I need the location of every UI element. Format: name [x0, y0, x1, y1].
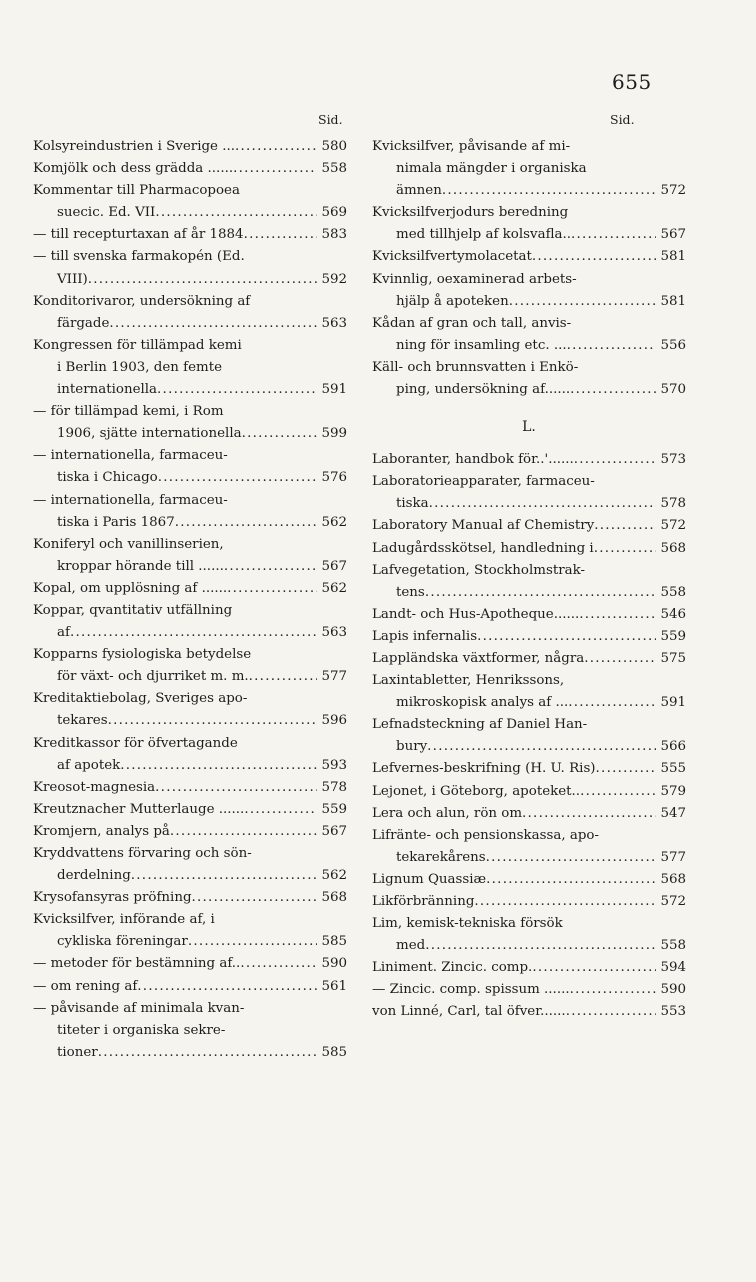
dot-leader: [224, 556, 317, 578]
dot-leader: [137, 976, 317, 998]
dot-leader: [242, 423, 317, 445]
dot-leader: [425, 935, 656, 957]
index-entry-line: [372, 979, 686, 1001]
entry-page-number: 593: [321, 757, 347, 773]
dot-leader: [584, 648, 656, 670]
index-entry-line: [33, 1020, 347, 1042]
entry-text: Laboranter, handbok för..'......: [372, 452, 574, 468]
dot-leader: [88, 269, 317, 291]
entry-text: färgade: [57, 315, 110, 331]
dot-leader: [120, 755, 317, 777]
right-column-l-entries: [372, 449, 686, 1023]
entry-text: Kvinnlig, oexaminerad arbets-: [372, 271, 577, 287]
dot-leader: [240, 180, 347, 202]
index-entry-line: [33, 467, 347, 489]
index-entry-line: [33, 136, 347, 158]
entry-page-number: 585: [321, 1044, 347, 1060]
index-entry-line: [372, 869, 686, 891]
dot-leader: [570, 979, 656, 1001]
entry-text: cykliska föreningar: [57, 934, 188, 950]
dot-leader: [425, 582, 656, 604]
entry-page-number: 559: [321, 801, 347, 817]
entry-page-number: 546: [660, 606, 686, 622]
entry-text: Lefnadsteckning af Daniel Han-: [372, 717, 588, 733]
index-entry-line: [372, 714, 686, 736]
index-entry-line: [33, 931, 347, 953]
entry-text: derdelning: [57, 868, 131, 884]
entry-page-number: 573: [660, 452, 686, 468]
dot-leader: [442, 180, 656, 202]
dot-leader: [70, 622, 317, 644]
dot-leader: [240, 953, 317, 975]
dot-leader: [574, 449, 656, 471]
index-entry-line: [33, 710, 347, 732]
entry-page-number: 579: [660, 783, 686, 799]
index-entry-line: [372, 158, 686, 180]
index-entry-line: [33, 335, 347, 357]
entry-text: Likförbränning: [372, 894, 475, 909]
dot-leader: [247, 688, 347, 710]
entry-text: Käll- och brunnsvatten i Enkö-: [372, 359, 579, 375]
entry-text: Krysofansyras pröfning: [33, 890, 192, 906]
entry-page-number: 566: [660, 739, 686, 755]
entry-page-number: 599: [321, 426, 347, 442]
entry-page-number: 592: [321, 271, 347, 287]
entry-text: — till svenska farmakopén (Ed.: [33, 249, 245, 265]
sid-label-right: Sid.: [610, 112, 635, 127]
entry-page-number: 570: [660, 382, 686, 398]
entry-text: Kådan af gran och tall, anvis-: [372, 315, 572, 331]
entry-page-number: 555: [660, 761, 686, 777]
entry-text: Liniment. Zincic. comp.: [372, 960, 533, 976]
index-entry-line: [372, 538, 686, 560]
entry-page-number: 562: [321, 514, 347, 530]
index-entry-line: [372, 758, 686, 780]
entry-page-number: 563: [321, 625, 347, 641]
entry-text: Lafvegetation, Stockholmstrak-: [372, 562, 585, 578]
index-entry-line: [33, 799, 347, 821]
dot-leader: [238, 733, 347, 755]
dot-leader: [509, 291, 656, 313]
entry-page-number: 591: [321, 382, 347, 398]
index-entry-line: [372, 136, 686, 158]
index-entry-line: [372, 560, 686, 582]
entry-page-number: 594: [660, 960, 686, 976]
entry-text: tiska: [396, 496, 429, 512]
entry-page-number: 567: [321, 558, 347, 574]
entry-text: Kolsyreindustrien i Sverige ...: [33, 139, 236, 154]
dot-leader: [251, 644, 347, 666]
dot-leader: [188, 931, 317, 953]
index-entry-line: [372, 781, 686, 803]
index-entry-line: [33, 733, 347, 755]
entry-text: suecic. Ed. VII: [57, 205, 156, 221]
index-entry-line: [33, 246, 347, 268]
dot-leader: [585, 560, 686, 582]
entry-page-number: 558: [660, 584, 686, 600]
index-entry-line: [33, 357, 347, 379]
section-letter: L.: [522, 419, 536, 436]
entry-text: ämnen: [396, 183, 442, 199]
index-entry-line: [372, 246, 686, 268]
entry-page-number: 563: [321, 315, 347, 331]
index-entry-line: [372, 1001, 686, 1023]
entry-page-number: 562: [321, 580, 347, 596]
dot-leader: [570, 379, 656, 401]
entry-text: — för tillämpad kemi, i Rom: [33, 404, 224, 420]
sid-label-left: Sid.: [318, 112, 343, 127]
left-column: [33, 136, 347, 1064]
entry-text: Konditorivaror, undersökning af: [33, 293, 251, 309]
dot-leader: [596, 758, 656, 780]
index-entry-line: [33, 953, 347, 975]
dot-leader: [564, 670, 686, 692]
dot-leader: [571, 224, 656, 246]
dot-leader: [429, 493, 656, 515]
dot-leader: [170, 821, 317, 843]
entry-text: Koppar, qvantitativ utfällning: [33, 602, 233, 618]
entry-text: tekares: [57, 713, 108, 729]
index-entry-line: [372, 202, 686, 224]
entry-page-number: 558: [660, 938, 686, 954]
entry-text: Kvicksilfver, påvisande af mi-: [372, 139, 571, 154]
dot-leader: [225, 1020, 347, 1042]
dot-leader: [155, 777, 317, 799]
entry-text: för växt- och djurriket m. m.: [57, 669, 249, 685]
entry-text: Kryddvattens förvaring och sön-: [33, 846, 252, 861]
index-entry-line: [33, 556, 347, 578]
entry-text: tiska i Paris 1867: [57, 514, 175, 530]
index-entry-line: [33, 865, 347, 887]
dot-leader: [578, 357, 686, 379]
entry-text: Kreosot-magnesia: [33, 779, 156, 795]
entry-text: titeter i organiska sekre-: [57, 1022, 226, 1038]
dot-leader: [532, 246, 656, 268]
index-entry-line: [33, 666, 347, 688]
index-entry-line: [33, 843, 347, 865]
index-entry-line: [33, 180, 347, 202]
dot-leader: [235, 136, 317, 158]
entry-text: Koniferyl och vanillinserien,: [33, 536, 224, 552]
entry-text: — internationella, farmaceu-: [33, 448, 228, 464]
index-entry-line: [33, 688, 347, 710]
index-entry-line: [33, 578, 347, 600]
index-entry-line: [372, 913, 686, 935]
entry-page-number: 572: [660, 518, 686, 534]
index-entry-line: [33, 622, 347, 644]
index-entry-line: [372, 313, 686, 335]
index-entry-line: [372, 269, 686, 291]
index-entry-line: [372, 604, 686, 626]
entry-text: Kopal, om upplösning af ......: [33, 580, 228, 596]
entry-text: Kopparns fysiologiska betydelse: [33, 647, 252, 663]
entry-text: Laboratory Manual af Chemistry: [372, 518, 595, 534]
dot-leader: [158, 467, 317, 489]
entry-text: 1906, sjätte internationella: [57, 426, 242, 442]
entry-text: Lifränte- och pensionskassa, apo-: [372, 827, 599, 843]
dot-leader: [108, 710, 317, 732]
entry-page-number: 547: [660, 805, 686, 821]
index-entry-line: [33, 821, 347, 843]
dot-leader: [233, 158, 317, 180]
dot-leader: [594, 538, 656, 560]
entry-text: Kvicksilfver, införande af, i: [33, 912, 215, 928]
entry-text: — om rening af: [33, 978, 138, 994]
index-entry-line: [33, 445, 347, 467]
entry-text: Kreditaktiebolag, Sveriges apo-: [33, 691, 248, 707]
entry-page-number: 568: [321, 890, 347, 906]
index-entry-line: [33, 269, 347, 291]
dot-leader: [245, 246, 347, 268]
dot-leader: [250, 291, 347, 313]
entry-page-number: 590: [321, 956, 347, 972]
entry-text: Kreditkassor för öfvertagande: [33, 735, 238, 751]
entry-page-number: 578: [321, 779, 347, 795]
index-entry-line: [372, 803, 686, 825]
entry-page-number: 553: [660, 1004, 686, 1020]
dot-leader: [192, 887, 317, 909]
index-entry-line: [33, 998, 347, 1020]
dot-leader: [599, 825, 686, 847]
dot-leader: [109, 313, 317, 335]
entry-page-number: 577: [321, 669, 347, 685]
index-entry-line: [33, 423, 347, 445]
dot-leader: [568, 202, 686, 224]
entry-text: — Zincic. comp. spissum ......: [372, 982, 570, 998]
entry-text: Kommentar till Pharmacopoea: [33, 183, 240, 199]
index-entry-line: [33, 1042, 347, 1064]
right-column: [372, 136, 686, 1024]
dot-leader: [577, 269, 686, 291]
dot-leader: [532, 957, 656, 979]
entry-text: Lignum Quassiæ: [372, 871, 487, 887]
page-number: 655: [612, 70, 652, 94]
dot-leader: [155, 202, 317, 224]
entry-page-number: 572: [660, 183, 686, 199]
dot-leader: [131, 865, 317, 887]
entry-page-number: 590: [660, 982, 686, 998]
index-entry-line: [372, 357, 686, 379]
entry-text: i Berlin 1903, den femte: [57, 359, 223, 375]
index-entry-line: [372, 891, 686, 913]
index-entry-line: [372, 449, 686, 471]
entry-text: tioner: [57, 1044, 98, 1060]
dot-leader: [175, 512, 317, 534]
entry-text: Lejonet, i Göteborg, apoteket..: [372, 783, 581, 799]
entry-text: Kongressen för tillämpad kemi: [33, 337, 242, 353]
entry-text: — internationella, farmaceu-: [33, 492, 228, 508]
index-entry-line: [33, 313, 347, 335]
dot-leader: [571, 313, 686, 335]
dot-leader: [249, 666, 317, 688]
entry-page-number: 568: [660, 540, 686, 556]
entry-text: Kvicksilfvertymolacetat: [372, 249, 532, 265]
index-entry-line: [33, 534, 347, 556]
index-entry-line: [372, 515, 686, 537]
entry-text: — metoder för bestämning af..: [33, 956, 241, 972]
entry-page-number: 567: [660, 227, 686, 243]
entry-page-number: 561: [321, 978, 347, 994]
entry-text: Komjölk och dess grädda ......: [33, 161, 234, 177]
index-entry-line: [372, 180, 686, 202]
index-entry-line: [372, 670, 686, 692]
index-entry-line: [372, 957, 686, 979]
entry-page-number: 556: [660, 337, 686, 353]
index-entry-line: [33, 887, 347, 909]
index-entry-line: [372, 825, 686, 847]
entry-text: Laboratorieapparater, farmaceu-: [372, 474, 595, 490]
index-entry-line: [372, 626, 686, 648]
entry-page-number: 581: [660, 249, 686, 265]
entry-text: kroppar hörande till ......: [57, 558, 224, 574]
entry-text: Laxintabletter, Henrikssons,: [372, 673, 565, 689]
dot-leader: [222, 357, 347, 379]
index-entry-line: [33, 909, 347, 931]
dot-leader: [567, 335, 656, 357]
dot-leader: [228, 490, 347, 512]
index-entry-line: [33, 644, 347, 666]
index-entry-line: [33, 777, 347, 799]
entry-text: Kromjern, analys på: [33, 823, 170, 839]
entry-text: internationella: [57, 382, 158, 398]
entry-page-number: 562: [321, 868, 347, 884]
index-entry-line: [372, 692, 686, 714]
entry-text: nimala mängder i organiska: [396, 161, 587, 177]
dot-leader: [522, 803, 656, 825]
entry-text: Lappländska växtformer, några: [372, 650, 585, 666]
entry-text: ping, undersökning af......: [396, 382, 571, 398]
dot-leader: [224, 534, 347, 556]
dot-leader: [486, 847, 656, 869]
dot-leader: [215, 909, 347, 931]
entry-text: af: [57, 625, 70, 641]
index-entry-line: [33, 401, 347, 423]
entry-text: VIII): [57, 271, 88, 287]
entry-text: med tillhjelp af kolsvafla..: [396, 227, 571, 243]
entry-page-number: 596: [321, 713, 347, 729]
index-entry-line: [33, 490, 347, 512]
dot-leader: [587, 714, 686, 736]
dot-leader: [98, 1042, 317, 1064]
index-entry-line: [372, 582, 686, 604]
entry-text: Lapis infernalis: [372, 628, 478, 644]
dot-leader: [227, 578, 317, 600]
entry-page-number: 568: [660, 871, 686, 887]
index-entry-line: [372, 335, 686, 357]
entry-page-number: 569: [321, 205, 347, 221]
entry-text: Lefvernes-beskrifning (H. U. Ris): [372, 761, 596, 777]
index-entry-line: [33, 224, 347, 246]
dot-leader: [242, 335, 347, 357]
index-entry-line: [33, 379, 347, 401]
entry-text: bury: [396, 739, 428, 755]
index-entry-line: [372, 471, 686, 493]
entry-text: Landt- och Hus-Apotheque......: [372, 606, 580, 622]
entry-text: Ladugårdsskötsel, handledning i: [372, 540, 594, 556]
entry-text: Lim, kemisk-tekniska försök: [372, 916, 563, 932]
entry-text: ning för insamling etc. ...: [396, 337, 567, 353]
entry-page-number: 577: [660, 849, 686, 865]
right-column-k-entries: [372, 136, 686, 401]
dot-leader: [594, 515, 656, 537]
dot-leader: [244, 998, 347, 1020]
dot-leader: [595, 471, 686, 493]
dot-leader: [566, 1001, 656, 1023]
index-entry-line: [33, 755, 347, 777]
dot-leader: [427, 736, 656, 758]
entry-text: tens: [396, 584, 425, 600]
entry-text: mikroskopisk analys af ...: [396, 695, 569, 711]
index-entry-line: [33, 158, 347, 180]
index-entry-line: [33, 291, 347, 313]
dot-leader: [224, 401, 347, 423]
entry-page-number: 585: [321, 934, 347, 950]
entry-page-number: 558: [321, 161, 347, 177]
index-entry-line: [372, 736, 686, 758]
entry-page-number: 567: [321, 823, 347, 839]
dot-leader: [580, 781, 656, 803]
dot-leader: [486, 869, 656, 891]
entry-text: Kvicksilfverjodurs beredning: [372, 205, 569, 221]
entry-page-number: 559: [660, 628, 686, 644]
dot-leader: [570, 136, 686, 158]
dot-leader: [244, 799, 317, 821]
dot-leader: [252, 843, 347, 865]
dot-leader: [563, 913, 686, 935]
index-entry-line: [372, 493, 686, 515]
entry-page-number: 575: [660, 650, 686, 666]
dot-leader: [474, 891, 656, 913]
entry-text: — till recepturtaxan af år 1884: [33, 227, 244, 243]
index-entry-line: [372, 224, 686, 246]
index-entry-line: [33, 512, 347, 534]
index-entry-line: [33, 202, 347, 224]
index-entry-line: [372, 379, 686, 401]
entry-text: Kreutznacher Mutterlauge ......: [33, 801, 245, 817]
index-entry-line: [372, 935, 686, 957]
entry-page-number: 581: [660, 293, 686, 309]
entry-page-number: 583: [321, 227, 347, 243]
index-entry-line: [372, 847, 686, 869]
index-entry-line: [33, 976, 347, 998]
dot-leader: [157, 379, 317, 401]
entry-page-number: 578: [660, 496, 686, 512]
entry-text: — påvisande af minimala kvan-: [33, 1000, 245, 1016]
entry-page-number: 576: [321, 470, 347, 486]
dot-leader: [228, 445, 347, 467]
entry-page-number: 572: [660, 894, 686, 909]
index-entry-line: [33, 600, 347, 622]
entry-text: med: [396, 938, 426, 954]
entry-text: hjälp å apoteken: [396, 293, 509, 309]
dot-leader: [579, 604, 656, 626]
dot-leader: [244, 224, 317, 246]
entry-page-number: 591: [660, 695, 686, 711]
index-entry-line: [372, 291, 686, 313]
dot-leader: [587, 158, 686, 180]
entry-text: von Linné, Carl, tal öfver......: [372, 1004, 566, 1020]
entry-page-number: 580: [321, 139, 347, 154]
entry-text: af apotek: [57, 757, 121, 773]
entry-text: tekarekårens: [396, 849, 486, 865]
index-entry-line: [372, 648, 686, 670]
dot-leader: [232, 600, 347, 622]
dot-leader: [477, 626, 656, 648]
entry-text: tiska i Chicago: [57, 470, 158, 486]
dot-leader: [568, 692, 656, 714]
entry-text: Lera och alun, rön om: [372, 805, 523, 821]
